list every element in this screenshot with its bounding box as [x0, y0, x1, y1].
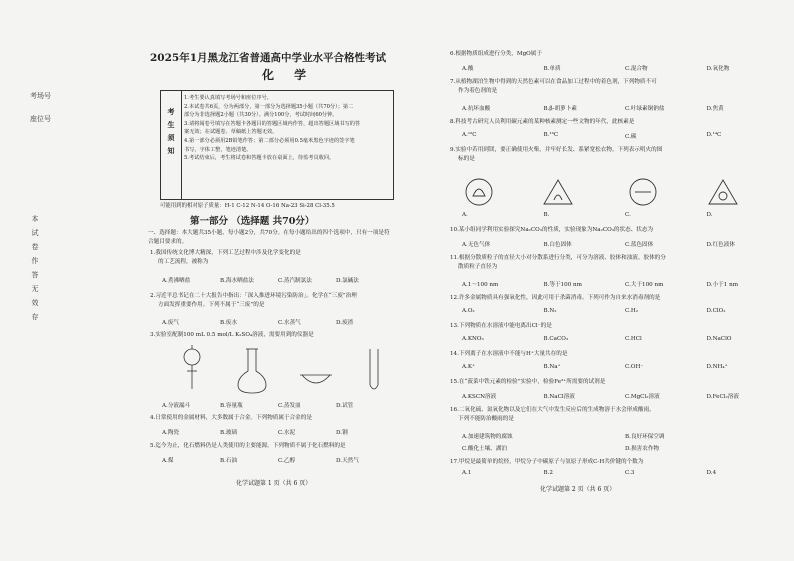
- option: A.抗坏血酸: [462, 106, 491, 112]
- question-12-stem: 12.许多金属物质具有强氧化性，因此可用于杀菌消毒。下列可作为自来水消毒剂的是: [450, 295, 661, 301]
- option: D.红色液体: [706, 242, 735, 248]
- question-6-stem: 6.根据物质组成进行分类，MgO属于: [450, 51, 542, 57]
- option: B.废水: [220, 320, 238, 326]
- option: B.石油: [220, 458, 238, 464]
- option: C.H₂: [625, 308, 638, 314]
- option: A.陶瓷: [162, 430, 180, 436]
- question-14-options: [462, 364, 788, 370]
- option: D.焦黄: [706, 106, 724, 112]
- stem-line: 9.实验中若用到镁，要正确使用火柴，并牢好长发、系紧宽松衣物。下列表示明火的图: [450, 147, 663, 153]
- seat-number-label: 座位号: [30, 115, 51, 123]
- test-tube-icon: [370, 349, 378, 389]
- sign-icon: [466, 179, 492, 205]
- notice-item: 1.考生要认真填写考场号和座位序号。: [184, 95, 272, 101]
- option: B.玻璃: [220, 430, 238, 436]
- option: C.大于100 nm: [625, 282, 664, 288]
- question-9-stem: [450, 146, 788, 164]
- option: B.NaCl溶液: [543, 394, 575, 400]
- question-4-stem: 4.日常使用的金属材料，大多数属于合金。下列物质属于合金的是: [150, 415, 312, 421]
- side-char: 试: [31, 229, 39, 237]
- option: A.K⁺: [462, 364, 475, 370]
- notice-label-char: 考: [167, 107, 175, 116]
- option: A.酸: [462, 66, 474, 72]
- option: B.N₂: [543, 308, 557, 314]
- option: C.蒸汽制氯法: [278, 278, 312, 284]
- stem-line: 1.我国传统文化博大精深，下列工艺过程中涉及化学变化的是: [150, 250, 301, 256]
- question-16-options-row2: [462, 444, 788, 452]
- section-intro: 一、选择题：本大题共35小题，每小题2分，共70分。在每小题给出的四个选项中，只有一项是符合题目要求的。: [148, 230, 390, 245]
- side-char: 效: [31, 299, 39, 307]
- notice-item: 3.请将阅卷号填写在答题卡各题目的答题区域内作答，超出答题区域书写的答: [184, 120, 361, 127]
- option: B.¹³C: [543, 132, 559, 138]
- candidate-notice-box: [160, 90, 394, 200]
- option: C.叶绿素铜钠盐: [625, 106, 665, 112]
- question-17-options: [462, 470, 788, 476]
- sign-icon: [630, 179, 656, 205]
- side-char: 答: [31, 271, 39, 279]
- option: A.¹²C: [462, 132, 477, 138]
- option: A.废气: [162, 320, 180, 326]
- exam-title: 2025年1月黑龙江省普通高中学业水平合格性考试: [150, 52, 387, 64]
- question-2-stem: [150, 292, 394, 310]
- side-labels: [30, 92, 52, 124]
- question-17-stem: 17.甲烷是最简单的烷烃，甲烷分子中碳原子与氢原子形成C-H共价键的个数为: [450, 459, 644, 465]
- stem-line: 方面发挥重要作用。下列不属于“三废”的是: [158, 302, 265, 308]
- option: B.CaCO₃: [543, 336, 569, 342]
- stem-line: 下列不能防治酸雨的是: [458, 416, 514, 422]
- apparatus-figures: [170, 345, 390, 397]
- option: D.NH₄⁺: [706, 364, 728, 370]
- option: B.2: [543, 470, 553, 476]
- question-7-options: [462, 104, 788, 112]
- option: D.天然气: [336, 458, 359, 464]
- option: D.废渣: [336, 320, 354, 326]
- question-1-options: [162, 276, 394, 284]
- question-6-options: [462, 64, 788, 72]
- option: C.水蒸气: [278, 320, 301, 326]
- volumetric-flask-icon: [238, 349, 266, 393]
- option: B.良好环保空调: [625, 434, 665, 440]
- option: D.¹⁴C: [706, 132, 722, 138]
- option: B.等于100 nm: [543, 282, 582, 288]
- notice-item: 部分为非选择题2小题（共30分）。满分100分，考试时间60分钟。: [184, 112, 338, 119]
- question-10-options: [462, 240, 788, 248]
- question-8-stem: 8.科技考古研究人员利用碳元素的某种核素测定一些文物的年代，此核素是: [450, 119, 635, 125]
- option: B.白色固体: [543, 242, 572, 248]
- stem-line: 7.从植物湖泊生物中得到的天然色素可以在食品加工过程中的着色剂，下列物质不可: [450, 79, 657, 85]
- option: D.NaClO: [706, 336, 732, 342]
- option: D.小于1 nm: [706, 282, 738, 288]
- notice-label: [161, 91, 182, 199]
- option: C.OH⁻: [625, 364, 644, 370]
- option: B.容量瓶: [220, 403, 243, 409]
- question-5-stem: 5.迄今为止，化石燃料仍是人类使用的主要能源。下列物质不属于化石燃料的是: [150, 443, 346, 449]
- question-15-options: [462, 392, 788, 400]
- option: C.蒸发皿: [278, 403, 301, 409]
- option: D.: [706, 212, 713, 218]
- exam-room-label: 考场号: [30, 92, 51, 100]
- side-char: 存: [31, 313, 39, 321]
- option: D.FeCl₂溶液: [706, 394, 739, 400]
- option: D.ClO₂: [706, 308, 726, 314]
- question-3-stem: 3.实验室配制100 mL 0.5 mol/L K₂SO₄溶液，需要用到的仪器是: [150, 332, 314, 338]
- option: C.水泥: [278, 430, 296, 436]
- stem-line: 的工艺流程，被称为: [158, 259, 209, 265]
- notice-item: 2.本试卷共6页，分为两部分，第一部分为选择题35小题（共70分）；第二: [184, 103, 354, 110]
- stem-line: 11.根据分散质粒子的直径大小对分散系进行分类，可分为溶液、胶体和浊液。胶体的分: [450, 255, 666, 261]
- option: A.加速建筑物的腐蚀: [462, 434, 513, 440]
- page-2-footer: 化学试题第 2 页（共 6 页）: [540, 486, 616, 493]
- option: C.混合物: [625, 66, 648, 72]
- option: B.海水晒盐法: [220, 278, 254, 284]
- notice-label-char: 生: [167, 120, 175, 129]
- question-14-stem: 14.下列离子在水溶液中不能与H⁺大量共存的是: [450, 351, 568, 357]
- option: A.KSCN溶液: [462, 394, 497, 400]
- question-15-stem: 15.在“菠菜中铁元素的检验”实验中，检验Fe³⁺所需要的试剂是: [450, 379, 606, 385]
- option: A.O₂: [462, 308, 475, 314]
- question-13-options: [462, 336, 788, 342]
- question-7-stem: [450, 78, 788, 96]
- stem-line: 作为着色剂的是: [458, 88, 498, 94]
- option: B.单质: [543, 66, 561, 72]
- option: A.1～100 nm: [462, 282, 499, 288]
- notice-item: 书写，字体工整，笔迹清楚。: [184, 146, 252, 153]
- option: C.MgCl₂溶液: [625, 394, 660, 400]
- question-8-options: [462, 132, 788, 140]
- notice-label-char: 知: [167, 146, 175, 155]
- question-10-stem: 10.某小组同学利用实验探究Na₂CO₃的性质，实验现象为Na₂CO₃的状态、状态为: [450, 227, 654, 233]
- notice-item: 案无效；在试题卷、草稿纸上答题无效。: [184, 129, 278, 136]
- option: C.蓝色固体: [625, 242, 654, 248]
- side-vertical-text: [30, 212, 40, 324]
- option: B.β-胡萝卜素: [543, 106, 577, 112]
- option: C.HCl: [625, 336, 642, 342]
- option: A.煮沸晒盐: [162, 278, 191, 284]
- side-char: 卷: [31, 243, 39, 251]
- option: A.煤: [162, 458, 174, 464]
- separatory-funnel-icon: [184, 345, 200, 389]
- stem-line: 散质粒子直径为: [458, 264, 498, 270]
- option: D.氧化物: [706, 66, 730, 72]
- option: A.1: [462, 470, 472, 476]
- option: A.无色气体: [462, 242, 491, 248]
- option: D.氯碱法: [336, 278, 359, 284]
- question-13-stem: 13.下列物质在水溶液中能电离出Cl⁻的是: [450, 323, 552, 329]
- evaporating-dish-icon: [300, 375, 332, 383]
- question-3-options: [162, 401, 394, 409]
- option: A.: [462, 212, 468, 218]
- question-11-stem: [450, 254, 788, 272]
- notice-item: 5.考试结束后，考生将试卷和答题卡放在桌面上，待监考员收回。: [184, 155, 335, 162]
- stem-line: 标的是: [458, 156, 475, 162]
- stem-line: 2.习近平总书记在二十大报告中指出：「深入推进环境污染防治」。化学在“三废”治理: [150, 293, 357, 299]
- notice-label-char: 须: [167, 133, 175, 142]
- question-11-options: [462, 280, 788, 288]
- option: C.3: [625, 470, 635, 476]
- part-one-title: 第一部分 （选择题 共70分）: [190, 216, 315, 227]
- notice-item: 4.第一部分必须用2B铅笔作答；第二部分必须用0.5毫米黑色字迹的签字笔: [184, 137, 355, 144]
- stem-line: 16.二氧化硫、氮氧化物以及它们在大气中发生反应后的生成物溶于水会形成酸雨，: [450, 407, 655, 413]
- atomic-masses: 可能用到的相对原子质量：H-1 C-12 N-14 O-16 Na-23 Si-28 Cl-35.5: [160, 203, 335, 209]
- side-char: 本: [31, 215, 39, 223]
- option: B.Na⁺: [543, 364, 561, 370]
- notice-list: [184, 94, 390, 163]
- option: A.分液漏斗: [162, 403, 191, 409]
- option: C.酸化土壤、湖泊: [462, 446, 508, 452]
- option: D.钢: [336, 430, 348, 436]
- sign-icon: [709, 180, 737, 204]
- question-2-options: [162, 318, 394, 326]
- option: A.KNO₃: [462, 336, 484, 342]
- side-char: 作: [31, 257, 39, 265]
- option: D.损害农作物: [625, 446, 660, 452]
- safety-signs: [455, 172, 785, 212]
- option: C.碳: [625, 134, 637, 140]
- subject-title: 化 学: [262, 68, 315, 82]
- question-5-options: [162, 456, 394, 464]
- question-9-options: [462, 212, 788, 218]
- question-4-options: [162, 428, 394, 436]
- question-16-stem: [450, 406, 788, 424]
- side-char: 无: [31, 285, 39, 293]
- option: B.: [543, 212, 550, 218]
- option: C.乙醇: [278, 458, 296, 464]
- question-1-stem: [150, 249, 394, 267]
- page-1-footer: 化学试题第 1 页（共 6 页）: [236, 480, 312, 487]
- sign-icon: [544, 180, 572, 204]
- question-12-options: [462, 308, 788, 314]
- option: D.试管: [336, 403, 354, 409]
- question-16-options-row1: [462, 432, 788, 440]
- option: D.4: [706, 470, 717, 476]
- option: C.: [625, 212, 631, 218]
